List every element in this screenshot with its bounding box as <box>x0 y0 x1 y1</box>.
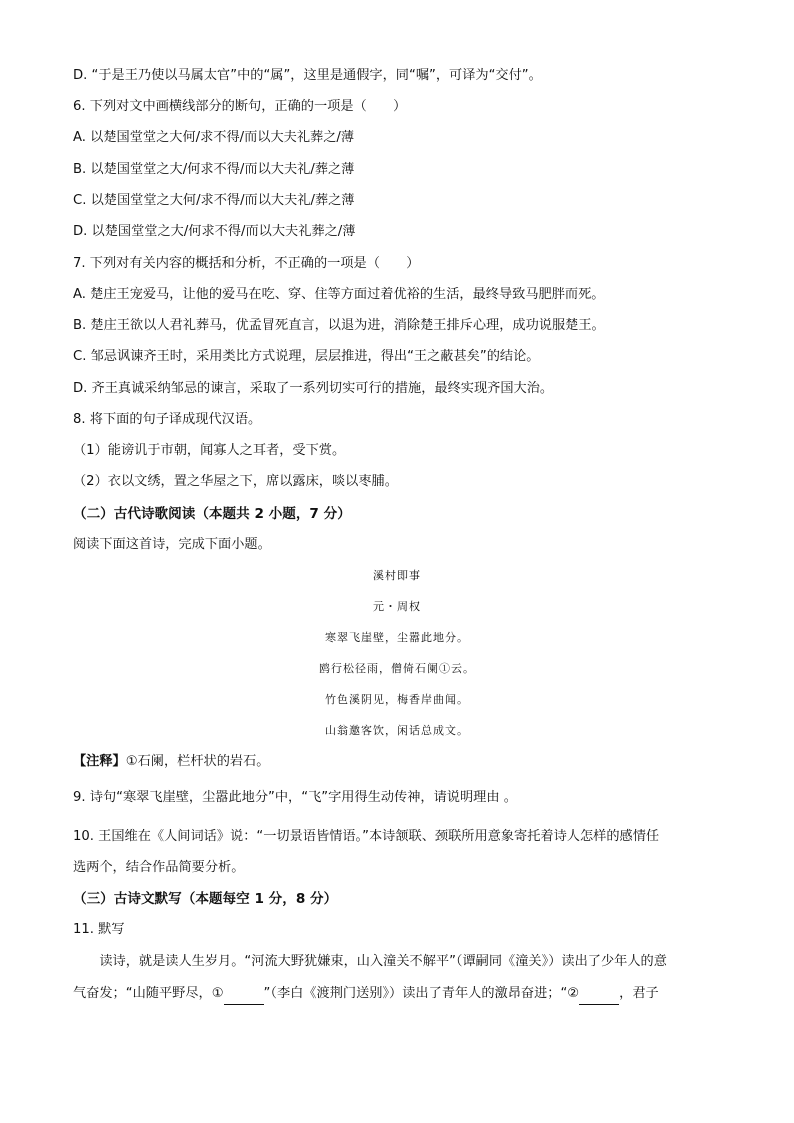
q7-stem: 7. 下列对有关内容的概括和分析，不正确的一项是（ ） <box>73 256 420 271</box>
answer-blank-1[interactable] <box>224 984 264 1005</box>
note-text: ①石阑，栏杆状的岩石。 <box>125 754 270 769</box>
answer-blank-2[interactable] <box>579 984 619 1005</box>
q11-stem: 11. 默写 <box>73 922 125 937</box>
poem-line-1: 寒翠飞崖壁，尘嚣此地分。 <box>325 631 469 644</box>
note-tag: 【注释】 <box>73 754 126 769</box>
q9-stem: 9. 诗句“寒翠飞崖壁，尘嚣此地分”中，“飞”字用得生动传神，请说明理由 。 <box>73 790 517 805</box>
q11-paragraph-line-1: 读诗，就是读人生岁月。“河流大野犹嫌束，山入潼关不解平”（谭嗣同《潼关》）读出了少年人的意 <box>73 954 667 969</box>
q11-text-c: ，君子 <box>619 986 659 1001</box>
q6-option-b: B. 以楚国堂堂之大/何求不得/而以大夫礼/葬之薄 <box>73 162 355 177</box>
q7-option-d: D. 齐王真诚采纳邹忌的谏言，采取了一系列切实可行的措施，最终实现齐国大治。 <box>73 381 554 396</box>
q11-text-b: ”（李白《渡荆门送别》）读出了青年人的激昂奋进；“② <box>263 986 580 1001</box>
section-2-heading: （二）古代诗歌阅读（本题共 2 小题，7 分） <box>73 506 351 522</box>
q7-option-c: C. 邹忌讽谏齐王时，采用类比方式说理，层层推进，得出“王之蔽甚矣”的结论。 <box>73 349 540 364</box>
q7-option-a: A. 楚庄王宠爱马，让他的爱马在吃、穿、住等方面过着优裕的生活，最终导致马肥胖而死。 <box>73 287 605 302</box>
q6-option-d: D. 以楚国堂堂之大/何求不得/而以大夫礼葬之/薄 <box>73 224 356 239</box>
section-3-heading: （三）古诗文默写（本题每空 1 分，8 分） <box>73 891 338 907</box>
q10-stem-line-1: 10. 王国维在《人间词话》说：“一切景语皆情语。”本诗颔联、颈联所用意象寄托着诗人怎样的感情任 <box>73 829 660 844</box>
poem-line-2: 鸥行松径雨，僧倚石阑①云。 <box>319 662 475 675</box>
q6-option-a: A. 以楚国堂堂之大何/求不得/而以大夫礼葬之/薄 <box>73 130 355 145</box>
poem-line-4: 山翁邀客饮，闲话总成文。 <box>325 724 469 737</box>
q6-stem: 6. 下列对文中画横线部分的断句，正确的一项是（ ） <box>73 99 407 114</box>
q11-text-a: 气奋发；“山随平野尽，① <box>73 986 224 1001</box>
q8-sentence-2: （2）衣以文绣，置之华屋之下，席以露床，啖以枣脯。 <box>73 474 398 489</box>
q6-option-c: C. 以楚国堂堂之大何/求不得/而以大夫礼/葬之薄 <box>73 193 355 208</box>
poem-line-3: 竹色溪阴见，梅香岸曲闻。 <box>325 693 469 706</box>
q7-option-b: B. 楚庄王欲以人君礼葬马，优孟冒死直言，以退为进，消除楚王排斥心理，成功说服楚王。 <box>73 318 605 333</box>
q10-stem-line-2: 选两个，结合作品简要分析。 <box>73 860 245 875</box>
poem-note <box>73 752 269 772</box>
q8-stem: 8. 将下面的句子译成现代汉语。 <box>73 412 262 427</box>
q11-paragraph-line-2 <box>73 984 659 1005</box>
poem-author: 元・周权 <box>373 600 421 613</box>
section-2-intro: 阅读下面这首诗，完成下面小题。 <box>73 537 271 552</box>
q8-sentence-1: （1）能谤讥于市朝，闻寡人之耳者，受下赏。 <box>73 443 346 458</box>
q5-option-d: D. “于是王乃使以马属太官”中的“属”，这里是通假字，同“嘱”，可译为“交付”。 <box>73 68 542 83</box>
poem-title: 溪村即事 <box>373 569 421 582</box>
